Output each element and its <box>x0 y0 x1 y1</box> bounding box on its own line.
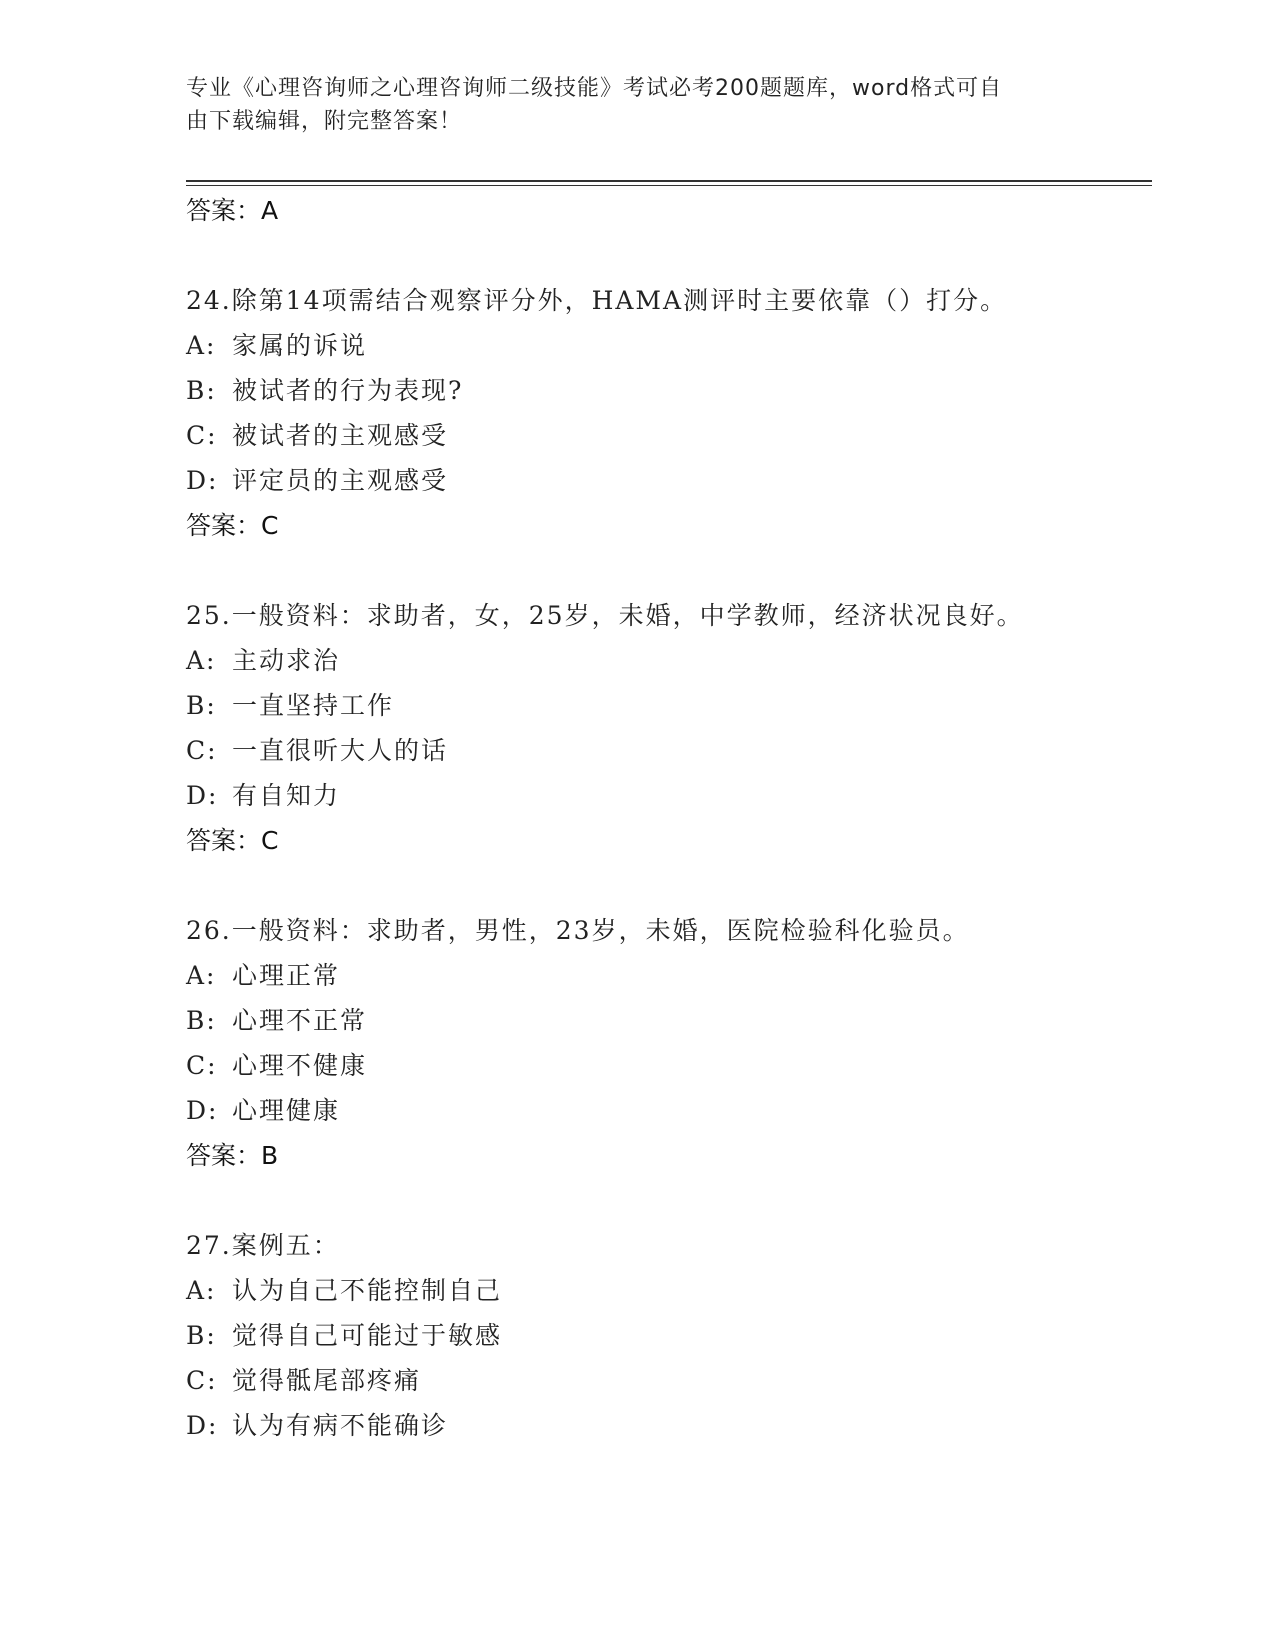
question-text: 25.一般资料：求助者，女，25岁，未婚，中学教师，经济状况良好。 <box>186 601 1024 630</box>
question-25 <box>186 593 1152 863</box>
option-text: 心理不正常 <box>232 1006 368 1035</box>
option-letter: D: <box>186 1411 219 1440</box>
option-letter: D: <box>186 781 219 810</box>
option-letter: C: <box>186 1366 218 1395</box>
header-line-2: 由下载编辑，附完整答案！ <box>186 109 463 134</box>
option-text: 有自知力 <box>232 781 341 810</box>
answer-line: 答案：B <box>186 1141 279 1170</box>
option-letter: B: <box>186 376 217 405</box>
option-d <box>186 1403 1152 1448</box>
option-letter: C: <box>186 736 218 765</box>
header-divider-thick <box>186 180 1152 182</box>
option-letter: B: <box>186 691 217 720</box>
question-27 <box>186 1223 1152 1448</box>
option-a <box>186 323 1152 368</box>
option-b <box>186 368 1152 413</box>
option-text: 家属的诉说 <box>232 331 368 360</box>
question-text: 26.一般资料：求助者，男性，23岁，未婚，医院检验科化验员。 <box>186 916 970 945</box>
option-b <box>186 998 1152 1043</box>
option-text: 认为有病不能确诊 <box>232 1411 449 1440</box>
option-text: 心理不健康 <box>232 1051 368 1080</box>
option-letter: D: <box>186 1096 219 1125</box>
option-text: 被试者的行为表现? <box>232 376 464 405</box>
header-line-1: 专业《心理咨询师之心理咨询师二级技能》考试必考200题题库，word格式可自 <box>186 76 1003 101</box>
option-letter: D: <box>186 466 219 495</box>
option-letter: B: <box>186 1321 217 1350</box>
option-letter: A: <box>186 331 217 360</box>
answer-line: 答案：C <box>186 826 279 855</box>
question-text: 24.除第14项需结合观察评分外，HAMA测评时主要依靠（）打分。 <box>186 286 1008 315</box>
question-text: 27.案例五： <box>186 1231 340 1260</box>
option-text: 认为自己不能控制自己 <box>232 1276 503 1305</box>
option-letter: C: <box>186 1051 218 1080</box>
option-letter: B: <box>186 1006 217 1035</box>
question-list <box>186 188 1152 1448</box>
option-c <box>186 728 1152 773</box>
option-d <box>186 458 1152 503</box>
question-26 <box>186 908 1152 1178</box>
header-divider-thin <box>186 185 1152 186</box>
question-24 <box>186 278 1152 548</box>
option-letter: A: <box>186 1276 217 1305</box>
option-text: 心理健康 <box>232 1096 341 1125</box>
option-text: 被试者的主观感受 <box>232 421 449 450</box>
answer-line: 答案：A <box>186 196 279 225</box>
option-text: 评定员的主观感受 <box>232 466 449 495</box>
option-d <box>186 1088 1152 1133</box>
option-d <box>186 773 1152 818</box>
option-a <box>186 638 1152 683</box>
option-text: 觉得自己可能过于敏感 <box>232 1321 503 1350</box>
answer-line: 答案：C <box>186 511 279 540</box>
option-text: 心理正常 <box>232 961 341 990</box>
document-header <box>186 72 1066 138</box>
option-text: 一直很听大人的话 <box>232 736 449 765</box>
option-text: 主动求治 <box>232 646 341 675</box>
option-letter: A: <box>186 961 217 990</box>
option-a <box>186 953 1152 998</box>
option-letter: C: <box>186 421 218 450</box>
option-c <box>186 1043 1152 1088</box>
option-b <box>186 683 1152 728</box>
option-text: 觉得骶尾部疼痛 <box>232 1366 422 1395</box>
option-a <box>186 1268 1152 1313</box>
option-c <box>186 1358 1152 1403</box>
option-c <box>186 413 1152 458</box>
option-b <box>186 1313 1152 1358</box>
option-text: 一直坚持工作 <box>232 691 395 720</box>
option-letter: A: <box>186 646 217 675</box>
